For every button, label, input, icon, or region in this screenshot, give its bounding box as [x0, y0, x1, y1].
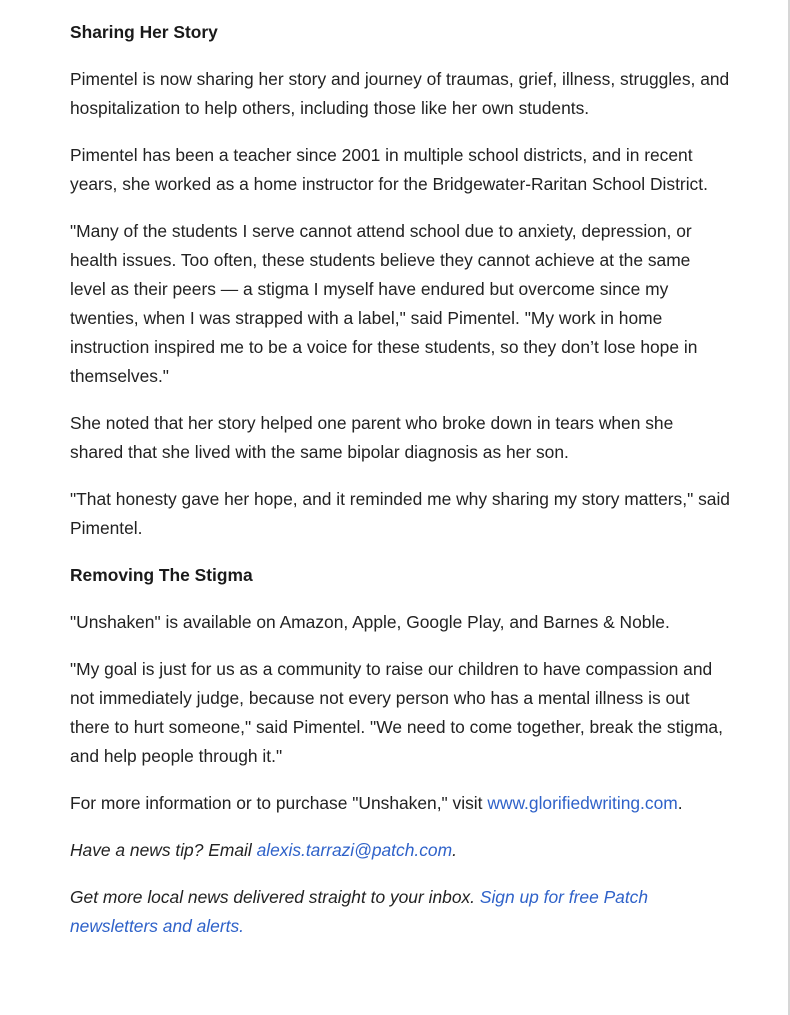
- email-link[interactable]: alexis.tarrazi@patch.com: [256, 840, 453, 860]
- more-info-paragraph: [70, 789, 730, 818]
- paragraph: Pimentel is now sharing her story and journey of traumas, grief, illness, struggles, and hospitalization to help others, including those like her own students.: [70, 69, 730, 118]
- article-body: [70, 18, 730, 959]
- newsletter-signup-link[interactable]: Sign up for free Patch newsletters and alerts.: [70, 887, 649, 936]
- news-tip-text: Have a news tip? Email: [70, 840, 257, 860]
- section-heading-removing-the-stigma: Removing The Stigma: [70, 565, 253, 585]
- paragraph: She noted that her story helped one parent who broke down in tears when she shared that she lived with the same bipolar diagnosis as her son.: [70, 413, 674, 462]
- news-tip-paragraph: [70, 836, 730, 865]
- more-info-period: .: [677, 793, 683, 813]
- paragraph: "Unshaken" is available on Amazon, Apple, Google Play, and Barnes & Noble.: [70, 612, 670, 632]
- more-info-text: For more information or to purchase "Unshaken," visit: [70, 793, 488, 813]
- paragraph: Pimentel has been a teacher since 2001 in multiple school districts, and in recent years, she worked as a home instructor for the Bridgewater-Raritan School District.: [70, 145, 708, 194]
- newsletter-text: Get more local news delivered straight to your inbox.: [70, 887, 480, 907]
- quote-paragraph: "Many of the students I serve cannot attend school due to anxiety, depression, or health issues. Too often, these students believe they cannot achieve at the same level as their peers — a stigma I myself have endured but overcome since my twenties, when I was strapped with a label," said Pimentel. "My work in home instruction inspired me to be a voice for these students, so they don’t lose hope in themselves.": [70, 221, 698, 386]
- section-heading-sharing-her-story: Sharing Her Story: [70, 22, 218, 42]
- news-tip-period: .: [452, 840, 457, 860]
- quote-paragraph: "My goal is just for us as a community to raise our children to have compassion and not immediately judge, because not every person who has a mental illness is out there to hurt someone," said Pimentel. "We need to come together, break the stigma, and help people through it.": [70, 659, 723, 766]
- quote-paragraph: "That honesty gave her hope, and it reminded me why sharing my story matters," said Pimentel.: [70, 489, 730, 538]
- website-link[interactable]: www.glorifiedwriting.com: [487, 793, 678, 813]
- newsletter-paragraph: [70, 883, 730, 941]
